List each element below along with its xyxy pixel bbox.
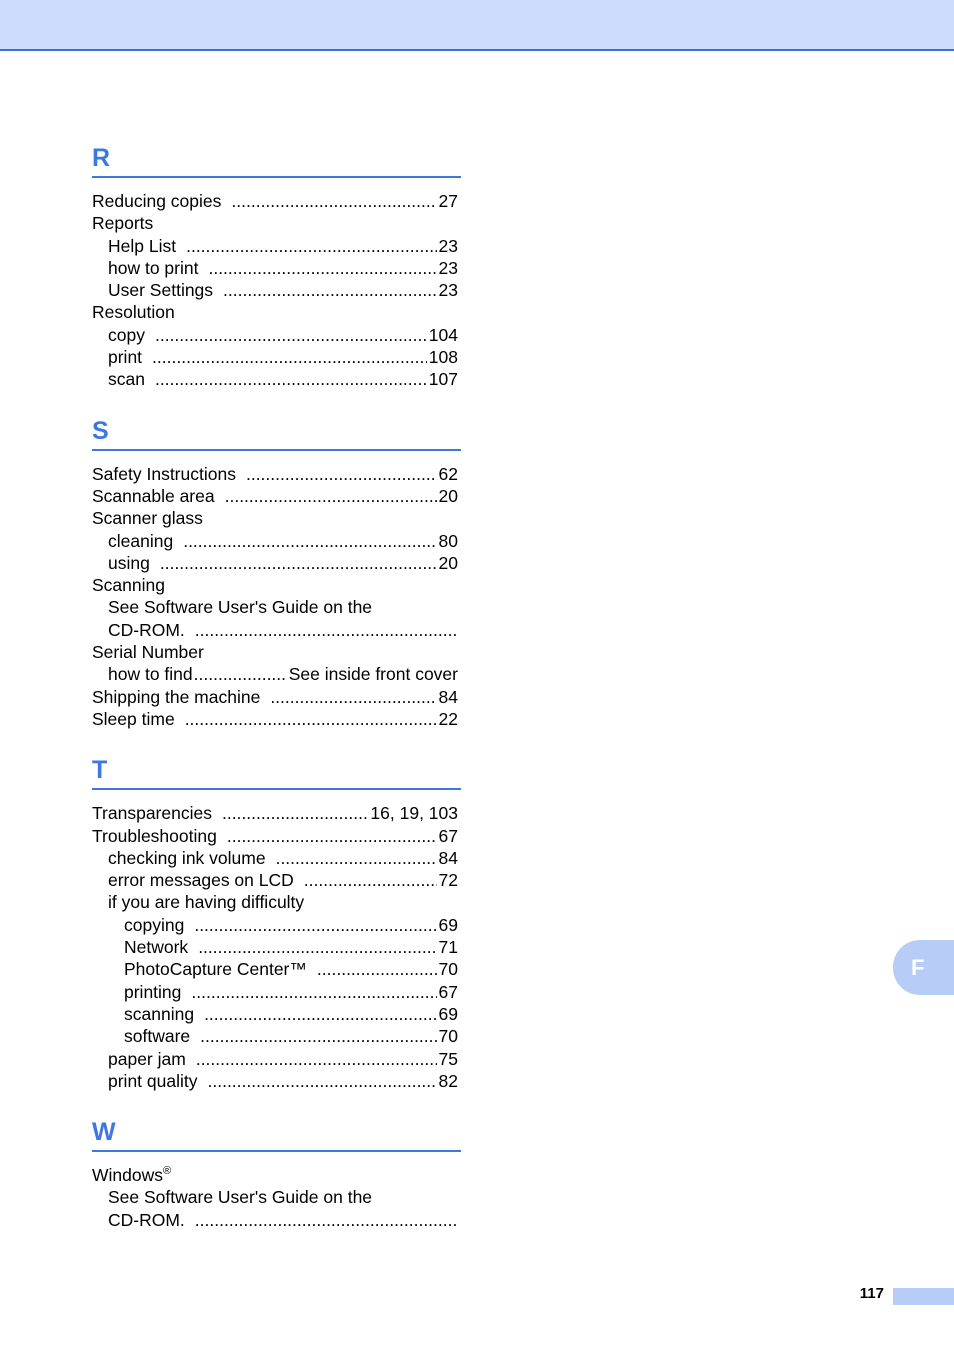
entry-term <box>108 1209 185 1231</box>
entry-term <box>92 485 215 507</box>
dot-leader <box>198 936 436 958</box>
dot-leader <box>204 1003 436 1025</box>
dot-leader <box>160 552 437 574</box>
entry-term <box>124 1025 190 1047</box>
entry-term-text: Troubleshooting <box>92 825 217 846</box>
dot-leader <box>317 958 437 980</box>
entry-term <box>108 346 142 368</box>
section-rule <box>92 449 461 451</box>
index-section <box>92 413 461 753</box>
entry-page: 75 <box>438 1048 458 1069</box>
entry-page: 20 <box>438 485 458 506</box>
entry-term-text: User Settings <box>108 280 214 301</box>
entry-term-text: Shipping the machine <box>92 686 261 707</box>
index-entry <box>92 686 461 708</box>
dot-leader <box>227 825 437 847</box>
entry-term-text: how to find <box>108 664 193 685</box>
entry-term-text: Scanner glass <box>92 508 203 529</box>
entry-term <box>92 463 236 485</box>
index-entry <box>92 279 461 301</box>
entry-term <box>108 596 372 618</box>
entry-term <box>108 891 304 913</box>
entry-term-text: Scannable area <box>92 485 215 506</box>
entry-term-text: printing <box>124 981 182 1002</box>
entry-term <box>92 641 204 663</box>
index-entry <box>92 936 461 958</box>
entry-page: 107 <box>428 369 458 390</box>
entry-page: 71 <box>438 937 458 958</box>
entry-term-text: how to print <box>108 257 199 278</box>
section-letter: T <box>92 756 108 785</box>
index-entry <box>92 914 461 936</box>
entry-page: 20 <box>438 552 458 573</box>
dot-leader <box>270 686 436 708</box>
dot-leader <box>155 368 427 390</box>
entry-term-text: CD-ROM. <box>108 1209 185 1230</box>
entry-term-text: Reducing copies <box>92 191 222 211</box>
entry-term-text: Sleep time <box>92 708 175 729</box>
entry-term <box>108 324 145 346</box>
index-entry <box>92 596 461 618</box>
dot-leader <box>194 663 287 685</box>
index-entry <box>92 1164 461 1186</box>
index-entry <box>92 346 461 368</box>
dot-leader <box>208 1070 437 1092</box>
section-rule <box>92 788 461 790</box>
entry-term <box>92 686 260 708</box>
header-band <box>0 0 954 51</box>
entry-term-text: Network <box>124 937 189 958</box>
entry-term-text: print quality <box>108 1070 198 1091</box>
index-entry <box>92 641 461 663</box>
entry-page: 62 <box>438 463 458 484</box>
index-entry <box>92 663 461 685</box>
index-entry <box>92 552 461 574</box>
entry-page: 104 <box>428 324 458 345</box>
entry-term-text: See Software User's Guide on the <box>108 597 373 618</box>
dot-leader <box>155 324 427 346</box>
dot-leader <box>304 869 437 891</box>
entry-term-text: copying <box>124 914 185 935</box>
dot-leader <box>195 619 459 641</box>
dot-leader <box>194 914 436 936</box>
entry-term <box>92 301 175 323</box>
entry-page: 22 <box>438 708 458 729</box>
entry-term-text: cleaning <box>108 530 174 551</box>
dot-leader <box>222 802 368 824</box>
dot-leader <box>186 235 436 257</box>
entry-term-text: Safety Instructions <box>92 463 236 484</box>
entry-page: 27 <box>438 191 458 211</box>
index-entry <box>92 212 461 234</box>
index-entry <box>92 847 461 869</box>
section-rule <box>92 176 461 178</box>
entry-page: 67 <box>438 981 458 1002</box>
entry-term-text: CD-ROM. <box>108 619 185 640</box>
entry-term <box>108 552 150 574</box>
entry-page: 80 <box>438 530 458 551</box>
entry-term <box>124 936 188 958</box>
index-entry <box>92 958 461 980</box>
entry-term <box>92 212 153 234</box>
entry-term <box>92 825 217 847</box>
entry-term <box>92 708 175 730</box>
dot-leader <box>208 257 436 279</box>
entry-term <box>108 368 145 390</box>
index-section <box>92 1114 461 1231</box>
dot-leader <box>152 346 427 368</box>
entry-page: 23 <box>438 235 458 256</box>
entry-term <box>92 190 221 212</box>
entry-term-text: Resolution <box>92 302 175 323</box>
entry-page: 84 <box>438 847 458 868</box>
entry-term <box>108 1186 372 1208</box>
entry-term <box>92 802 212 824</box>
entry-term <box>108 530 173 552</box>
entry-term <box>124 914 184 936</box>
index-entry <box>92 530 461 552</box>
index-column <box>92 140 461 1231</box>
entry-term <box>108 847 266 869</box>
registered-mark: ® <box>163 1165 172 1178</box>
entry-term-text: copy <box>108 324 145 345</box>
dot-leader <box>200 1025 436 1047</box>
dot-leader <box>185 708 437 730</box>
entry-term-text: Transparencies <box>92 803 212 824</box>
entry-term <box>108 663 193 685</box>
index-entry <box>92 708 461 730</box>
chapter-tab <box>893 940 954 995</box>
entry-term <box>108 1048 186 1070</box>
entry-term-text: Reports <box>92 213 154 234</box>
index-section <box>92 752 461 1114</box>
index-entry <box>92 1070 461 1092</box>
dot-leader <box>225 485 437 507</box>
entry-term-text: scanning <box>124 1003 195 1024</box>
entry-term-text: Help List <box>108 235 177 256</box>
index-entry <box>92 802 461 824</box>
entry-term <box>124 981 181 1003</box>
entry-term-text: PhotoCapture Center™ <box>124 959 307 980</box>
entry-page: 108 <box>428 347 458 368</box>
index-entry <box>92 235 461 257</box>
entry-term-text: Windows <box>92 1165 163 1186</box>
index-entry <box>92 825 461 847</box>
index-entry <box>92 507 461 529</box>
entry-term <box>108 869 294 891</box>
entry-term-text: error messages on LCD <box>108 870 294 891</box>
index-entry <box>92 463 461 485</box>
entry-term <box>108 1070 198 1092</box>
index-entry <box>92 301 461 323</box>
entry-term-text: using <box>108 552 150 573</box>
entry-page: 16, 19, 103 <box>370 803 458 824</box>
index-entry <box>92 1209 461 1231</box>
entry-term <box>124 958 307 980</box>
entry-page: 69 <box>438 914 458 935</box>
index-entry <box>92 1186 461 1208</box>
dot-leader <box>276 847 437 869</box>
entry-page: 23 <box>438 257 458 278</box>
dot-leader <box>231 190 436 212</box>
dot-leader <box>191 981 436 1003</box>
entry-term <box>108 257 198 279</box>
index-entry <box>92 619 461 641</box>
entry-term-text: scan <box>108 369 145 390</box>
chapter-tab-label: F <box>911 954 925 980</box>
entry-term-text: paper jam <box>108 1048 186 1069</box>
section-letter: R <box>92 144 111 172</box>
entry-term-text: print <box>108 347 143 368</box>
dot-leader <box>195 1209 459 1231</box>
dot-leader <box>196 1048 437 1070</box>
index-entry <box>92 368 461 390</box>
entry-page: 84 <box>438 686 458 707</box>
dot-leader <box>223 279 436 301</box>
entry-term <box>92 574 165 596</box>
entry-term <box>108 235 176 257</box>
entry-term-text: software <box>124 1026 191 1047</box>
entry-page: 69 <box>438 1003 458 1024</box>
entry-page: 72 <box>438 870 458 891</box>
index-entry <box>92 1025 461 1047</box>
entry-page: 70 <box>438 959 458 980</box>
page-number: 117 <box>859 1285 884 1302</box>
index-entry <box>92 257 461 279</box>
entry-page: 70 <box>438 1026 458 1047</box>
entry-term-text: if you are having difficulty <box>108 892 305 913</box>
page-number-bar <box>893 1288 954 1305</box>
entry-page: 67 <box>438 825 458 846</box>
index-section <box>92 140 461 413</box>
entry-term <box>108 279 213 301</box>
entry-term-text: Serial Number <box>92 642 204 663</box>
entry-term-text: See Software User's Guide on the <box>108 1187 373 1208</box>
entry-page: 82 <box>438 1070 458 1091</box>
entry-term-text: checking ink volume <box>108 847 266 868</box>
entry-term <box>124 1003 194 1025</box>
entry-term-text: Scanning <box>92 575 165 596</box>
index-entry <box>92 869 461 891</box>
section-letter: S <box>92 416 109 445</box>
entry-page: See inside front cover <box>288 664 458 685</box>
index-entry <box>92 981 461 1003</box>
entry-term <box>92 507 203 529</box>
section-rule <box>92 1150 461 1152</box>
index-entry <box>92 190 461 212</box>
entry-term <box>108 619 185 641</box>
entry-term <box>92 1164 171 1186</box>
index-entry <box>92 1003 461 1025</box>
section-letter: W <box>92 1118 116 1147</box>
index-entry <box>92 485 461 507</box>
entry-page: 23 <box>438 280 458 301</box>
index-entry <box>92 574 461 596</box>
index-entry <box>92 1048 461 1070</box>
index-entry <box>92 324 461 346</box>
dot-leader <box>246 463 437 485</box>
index-entry <box>92 891 461 913</box>
dot-leader <box>183 530 436 552</box>
